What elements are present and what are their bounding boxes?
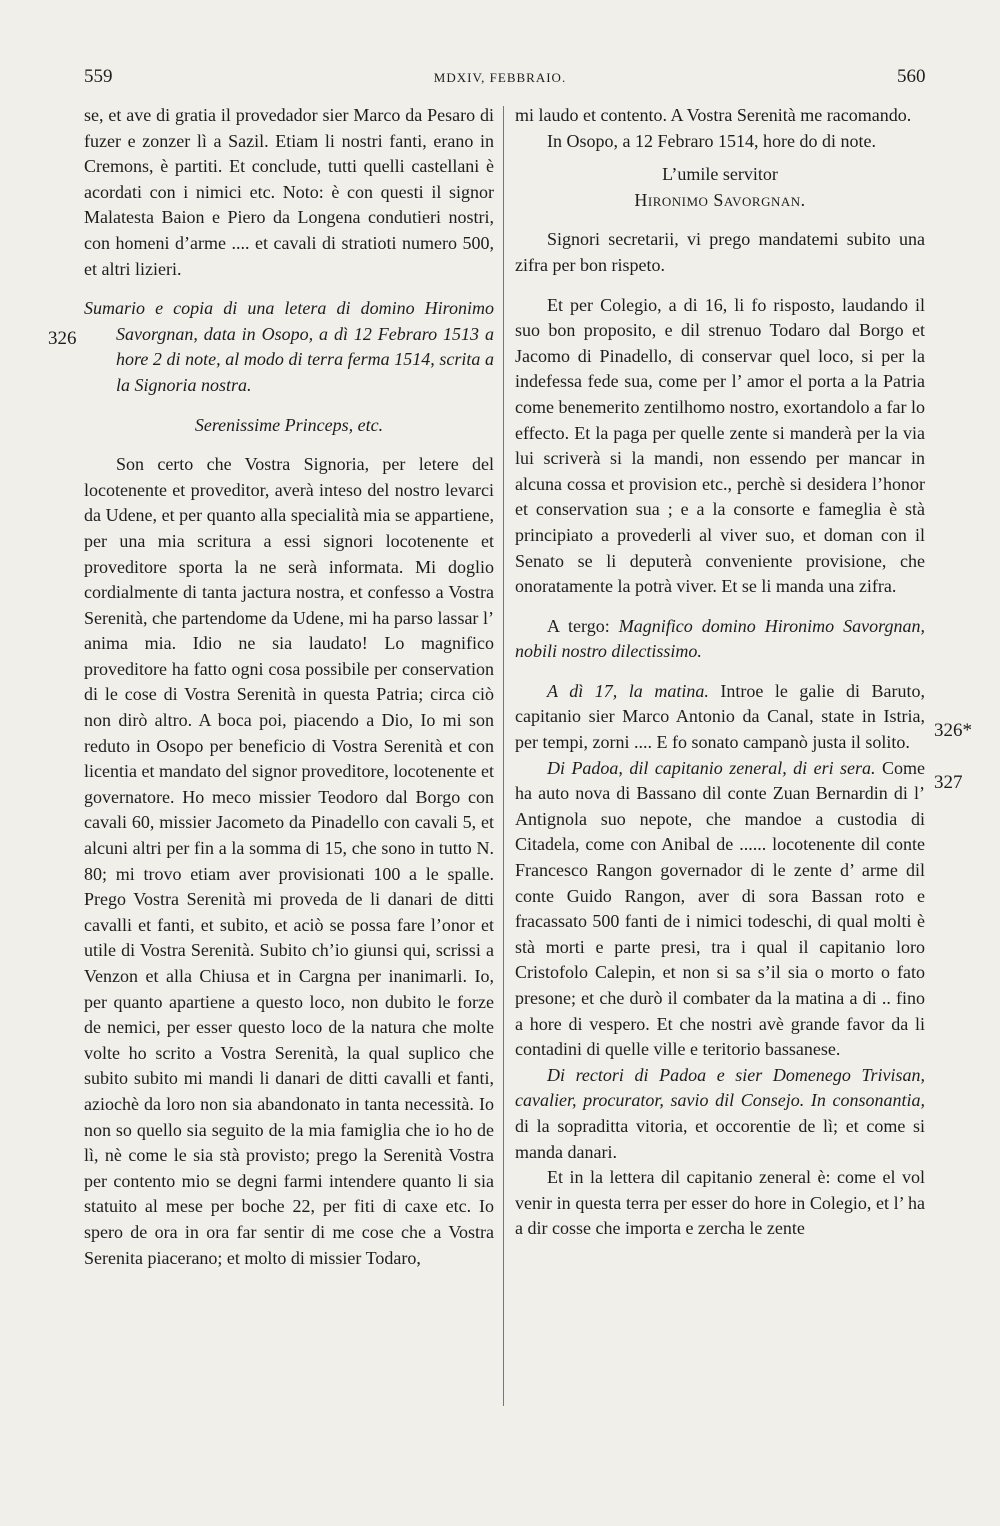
signature-name: Hironimo Savorgnan. <box>634 189 806 210</box>
margin-number-right-326: 326* <box>934 720 972 741</box>
column-divider <box>503 106 504 1406</box>
paragraph-lead: A tergo: <box>547 615 619 636</box>
paragraph-text: di la sopraditta vitoria, et occorentie de lì; et come si manda danari. <box>515 1115 925 1162</box>
paragraph-text: Introe le galie di Baruto, capitanio sier Marco Antonio da Canal, state in Istria, per tempi, zorni .... E fo sonato campanò justa il solito. <box>515 680 925 753</box>
spacer <box>515 213 925 227</box>
page-number-left: 559 <box>84 66 113 87</box>
letter-heading: Sumario e copia di una letera di domino Hironimo Savorgnan, data in Osopo, a dì 12 Febraro 1513 a hore 2 di note, al modo di terra ferma 1514, scrita a la Signoria nostra. <box>84 298 494 395</box>
right-column <box>515 103 925 1242</box>
margin-number-left: 326 <box>48 328 77 349</box>
paragraph <box>515 756 925 1063</box>
paragraph <box>515 614 925 665</box>
signature-line: L’umile servitor <box>662 164 778 185</box>
margin-number-right-327: 327 <box>934 772 963 793</box>
paragraph: Et per Colegio, a di 16, li fo risposto, laudando il suo bon proposito, e dil strenuo Todaro dal Borgo et Jacomo di Pinadello, di conservar quel loco, si per la indefessa fede sua, come per l’ amor el porta a la Patria come benemerito zentilhomo nostro, exortandolo a far lo effecto. Et la paga per quelle zente si manderà per la via lui scriverà si la mandi, non essendo per mancar in alcuna cossa et provision etc., perchè si desidera l’honor et conservation sua ; e a la consorte e fameglia è stà principiato a provederli al viver suo, et doman con il Senato se li deputerà conveniente provisione, che onoratamente la potrà viver. Et se li manda una zifra. <box>515 294 925 597</box>
paragraph: Et in la lettera dil capitanio zeneral è: come el vol venir in questa terra per esser do hore in Colegio, et l’ ha a dir cosse che importa e zercha le zente <box>515 1167 925 1239</box>
paragraph-italic: Di rectori di Padoa e sier Domenego Trivisan, cavalier, procurator, savio dil Consejo. In consonantia, <box>515 1064 925 1111</box>
spacer <box>84 438 494 452</box>
paragraph <box>515 679 925 756</box>
paragraph-italic: Magnifico domino Hironimo Savorgnan, nobili nostro dilectissimo. <box>515 615 926 662</box>
paragraph-italic: Di Padoa, dil capitanio zeneral, di eri sera. <box>547 757 876 778</box>
spacer <box>515 665 925 679</box>
page-header <box>0 66 1000 96</box>
spacer <box>515 600 925 614</box>
paragraph-italic: A dì 17, la matina. <box>547 680 709 701</box>
page-number-right: 560 <box>897 66 926 87</box>
paragraph: mi laudo et contento. A Vostra Serenità me racomando. <box>515 105 912 125</box>
paragraph <box>515 1063 925 1165</box>
paragraph: Signori secretarii, vi prego mandatemi subito una zifra per bon rispeto. <box>515 229 925 275</box>
paragraph: Son certo che Vostra Signoria, per letere del locotenente et proveditor, averà inteso del nostro levarci da Udene, et per quanto alla specialità mia se appartiene, per una mia scritura a essi signori locotenente et proveditore sporta la ne serà informata. Mi doglio cordialmente di tanta jactura nostra, et confesso a Vostra Serenità, che partendome da Udene, mi ha parso lassar l’ anima mia. Idio ne sia laudato! Lo magnifico proveditore ha fatto ogni cosa possibile per conservation di le cose di Vostra Serenità in questa Patria; circa ciò non dirò altro. A boca poi, piacendo a Dio, Io mi son reduto in Osopo per beneficio di Vostra Serenità et con licentia et mandato del signor proveditore, locotenente et governatore. Ho meco missier Teodoro dal Borgo con cavali 60, missier Jacometo da Pinadello con cavali 5, et alcuni altri per fin a la somma di 15, che sono in tutto N. 80; mi trovo etiam aver provisionati 100 a le spalle. Prego Vostra Serenità mi proveda de li danari de ditti cavalli et fanti, et subito, et aciò se possa fare l’onor et utile di Vostra Serenità. Subito ch’io giunsi qui, scrissi a Venzon et alla Chiusa et in Cargna per inanimarli. Io, per quanto apartiene a questo loco, non dubito le forze de nemici, per esser questo loco de la natura che molte volte ho scrito a Vostra Serenità, la qual suplico che subito subito mi mandi li danari de ditti cavalli et fanti, aziochè da loro non sia abandonato in tanta necessità. Io non so quello sia seguito de la mia famiglia che io ho de lì, nè come le sia stà provisto; prego la Serenità Vostra per contento mio se degni farmi intendere quanto li sia statuito al mese per boche 22, per fiti di caxe etc. Io spero de ora in ora far sentir di me cose che a Vostra Serenita piacerano; et molto di missier Todaro, <box>84 454 494 1268</box>
salutation: Serenissime Princeps, etc. <box>194 414 384 435</box>
paragraph: se, et ave di gratia il provedador sier Marco da Pesaro di fuzer e zonzer lì a Sazil. Etiam li nostri fanti, erano in Cremons, è partiti. Et conclude, tutti quelli castellani è acordati con i nimici etc. Noto: è con questi il signor Malatesta Baion e Piero da Longena condutieri nostri, con homeni d’arme .... et cavali di stratioti numero 500, et altri lizieri. <box>84 105 494 279</box>
left-column <box>84 103 494 1271</box>
running-title: MDXIV, FEBBRAIO. <box>433 70 567 85</box>
date-line: In Osopo, a 12 Febraro 1514, hore do di note. <box>547 130 876 151</box>
paragraph-text: Come ha auto nova di Bassano dil conte Zuan Bernardin di l’ Antignola suo nepote, che mandoe a custodia di Citadela, come con Anibal de ...... locotenente dil conte Francesco Rangon governador di le zente d’ arme dil conte Guido Rangon, aver di sora Bassan roto e fracassato 500 fanti de i nimici todeschi, di qual molti è stà morti e parte presi, tra i qual il capitanio loro Cristofolo Calepin, et non si sa s’il sia o morto o fato presone; et che durò il combater da la matina a di .. fino a hore di vespero. Et che nostri avè grande favor da li contadini di quelle ville e teritorio bassanese. <box>515 757 925 1060</box>
spacer <box>515 279 925 293</box>
